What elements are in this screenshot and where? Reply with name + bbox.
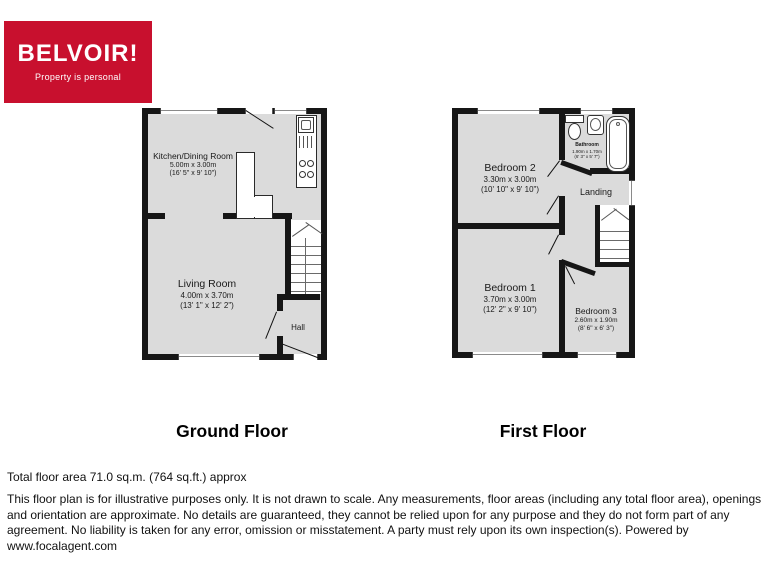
room-name: Hall [291,323,305,332]
tap-icon [616,122,620,126]
window [178,354,260,360]
room-name: Bedroom 3 [575,306,617,316]
room-dims-imperial: (6' 3" x 5' 7") [574,154,600,160]
hob-ring-icon [307,171,314,178]
window [577,352,617,358]
hall-label [280,323,316,333]
bathtub-inner-icon [609,119,627,169]
stair-treads [291,238,321,294]
window [274,108,307,114]
first-floor-plan [452,108,635,358]
bedroom3-label [565,306,627,333]
brand-name: BELVOIR! [17,40,139,67]
bathroom-label [564,142,610,160]
first-floor-title: First Floor [499,421,587,441]
toilet-cistern-icon [565,115,584,123]
basin-bowl-icon [590,118,601,131]
room-name: Bathroom [575,142,599,148]
kitchen-label [148,151,238,179]
room-dims-imperial: (10' 10" x 9' 10") [480,185,540,195]
join-patch [253,197,256,217]
belvoir-logo [4,21,152,103]
room-name: Kitchen/Dining Room [153,151,233,161]
window [160,108,218,114]
hob-ring-icon [299,171,306,178]
wall [277,336,283,354]
room-dims-imperial: (13' 1" x 12' 2") [180,301,234,311]
toilet-icon [568,123,581,140]
room-name: Living Room [177,278,237,290]
living-room-label [157,278,257,311]
hob-ring-icon [299,160,306,167]
window [477,108,540,114]
sink-icon [298,117,314,133]
wall [595,262,629,267]
brand-tagline: Property is personal [34,72,122,82]
chimney-breast [254,195,273,219]
room-dims-metric: 4.00m x 3.70m [180,291,234,301]
ground-floor-title: Ground Floor [176,421,288,441]
room-dims-metric: 2.60m x 1.90m [574,316,618,324]
wall [142,213,165,219]
wall [142,108,148,360]
room-dims-imperial: (12' 2" x 9' 10") [483,305,537,315]
total-floor-area: Total floor area 71.0 sq.m. (764 sq.ft.) approx [7,470,247,484]
sink-basin-icon [301,120,311,130]
room-dims-metric: 3.70m x 3.00m [483,295,537,305]
room-dims-imperial: (8' 6" x 6' 3") [577,324,615,332]
drainer-icon [299,136,314,148]
room-name: Bedroom 1 [484,282,536,294]
room-name: Bedroom 2 [484,162,536,174]
window [580,108,613,114]
landing-label [566,187,626,198]
room-dims-metric: 1.90m x 1.70m [572,148,602,154]
room-dims-metric: 3.30m x 3.00m [483,175,537,185]
hob-ring-icon [307,160,314,167]
room-dims-metric: 5.00m x 3.00m [169,161,217,169]
disclaimer-text: This floor plan is for illustrative purposes only. It is not drawn to scale. Any measurements, floor areas (including any total floor area), openings and orientation are approximate. No details are guaranteed, they cannot be relied upon for any purpose and they do not form part of any agreement. No liability is taken for any error, omission or misstatement. A party must rely upon its own inspection(s). Powered by www.focalagent.com [7,492,762,553]
wall [277,294,320,300]
window [629,180,635,206]
bedroom1-label [460,282,560,315]
hob-icon [298,158,315,186]
wall [277,300,283,311]
room-dims-imperial: (16' 5" x 9' 10") [169,170,217,178]
bedroom2-label [460,162,560,195]
stair-treads [600,223,629,262]
wall [559,196,565,235]
room-name: Landing [579,187,613,197]
kitchen-unit [296,115,317,188]
window [472,352,543,358]
wall [452,108,458,358]
ground-floor-plan [142,108,327,360]
basin-icon [587,115,604,135]
wall [458,223,565,229]
